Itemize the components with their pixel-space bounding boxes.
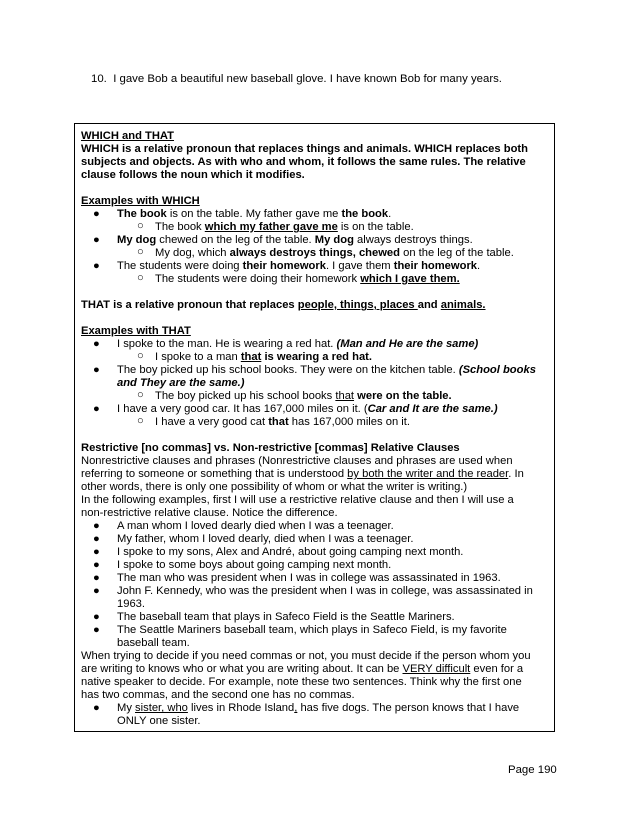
list-item-continued: ONLY one sister. — [117, 715, 201, 727]
which-examples-heading: Examples with WHICH — [81, 195, 200, 207]
bullet-icon: ● — [93, 520, 100, 532]
list-item: ● A man whom I loved dearly died when I was a teenager. — [93, 520, 394, 532]
list-item-continued: and They are the same.) — [117, 377, 245, 389]
bullet-icon: ● — [93, 403, 100, 415]
bullet-icon: ● — [93, 364, 100, 376]
that-examples-heading: Examples with THAT — [81, 325, 191, 337]
section-heading: WHICH and THAT — [81, 130, 175, 142]
circle-bullet-icon: ○ — [137, 415, 144, 427]
circle-bullet-icon: ○ — [137, 246, 144, 258]
circle-bullet-icon: ○ — [137, 220, 144, 232]
bullet-icon: ● — [93, 208, 100, 220]
sub-list-item: ○ I spoke to a man that is wearing a red hat. — [137, 350, 373, 363]
list-item-continued: baseball team. — [117, 637, 190, 649]
paragraph-line: When trying to decide if you need commas or not, you must decide if the person whom you — [81, 650, 531, 662]
bullet-icon: ● — [93, 234, 100, 246]
list-item: ● My sister, who lives in Rhode Island, has five dogs. The person knows that I have — [93, 702, 520, 714]
intro-line: WHICH is a relative pronoun that replaces things and animals. WHICH replaces both — [81, 143, 528, 155]
paragraph-line: Nonrestrictive clauses and phrases (Nonrestrictive clauses and phrases are used when — [81, 455, 513, 467]
circle-bullet-icon: ○ — [137, 350, 144, 362]
sub-list-item: ○ The students were doing their homework which I gave them. — [137, 272, 460, 285]
list-item: ● The baseball team that plays in Safeco Field is the Seattle Mariners. — [93, 611, 455, 623]
question-number: 10. — [91, 73, 107, 85]
list-item: ● My father, whom I loved dearly, died when I was a teenager. — [93, 533, 414, 545]
sub-list-item: ○ The boy picked up his school books that were on the table. — [137, 389, 452, 402]
list-item: ● The man who was president when I was in college was assassinated in 1963. — [93, 572, 501, 584]
circle-bullet-icon: ○ — [137, 389, 144, 401]
list-item: ● John F. Kennedy, who was the president when I was in college, was assassinated in — [93, 585, 533, 597]
sub-list-item: ○ The book which my father gave me is on the table. — [137, 220, 414, 233]
paragraph-line: non-restrictive relative clause. Notice the difference. — [81, 507, 338, 519]
list-item: ● The book is on the table. My father gave me the book. — [93, 208, 392, 220]
list-item: ● My dog chewed on the leg of the table. My dog always destroys things. — [93, 234, 473, 246]
bullet-icon: ● — [93, 702, 100, 714]
bullet-icon: ● — [93, 572, 100, 584]
circle-bullet-icon: ○ — [137, 272, 144, 284]
bullet-icon: ● — [93, 611, 100, 623]
page-number: Page 190 — [508, 764, 557, 776]
bullet-icon: ● — [93, 546, 100, 558]
bullet-icon: ● — [93, 260, 100, 272]
paragraph-line: In the following examples, first I will use a restrictive relative clause and then I will use a — [81, 494, 514, 506]
bullet-icon: ● — [93, 585, 100, 597]
intro-line: clause follows the noun which it modifies. — [81, 169, 305, 181]
paragraph-line: other words, there is only one possibility of whom or what the writer is writing.) — [81, 481, 468, 493]
list-item: ● The boy picked up his school books. They were on the kitchen table. (School books — [93, 364, 536, 376]
sub-list-item: ○ I have a very good cat that has 167,000 miles on it. — [137, 415, 410, 428]
list-item: ● I have a very good car. It has 167,000 miles on it. (Car and It are the same.) — [93, 403, 498, 415]
question-10 — [91, 73, 502, 85]
bullet-icon: ● — [93, 533, 100, 545]
question-text: I gave Bob a beautiful new baseball glove. I have known Bob for many years. — [113, 73, 502, 85]
list-item: ● I spoke to some boys about going camping next month. — [93, 559, 392, 571]
bullet-icon: ● — [93, 624, 100, 636]
list-item: ● The students were doing their homework. I gave them their homework. — [93, 260, 481, 272]
list-item: ● I spoke to the man. He is wearing a red hat. (Man and He are the same) — [93, 338, 479, 350]
that-definition: THAT is a relative pronoun that replaces people, things, places and animals. — [81, 299, 486, 311]
paragraph-line: native speaker to decide. For example, note these two sentences. Think why the first one — [81, 676, 522, 688]
bullet-icon: ● — [93, 338, 100, 350]
restrictive-heading: Restrictive [no commas] vs. Non-restrictive [commas] Relative Clauses — [81, 442, 460, 454]
paragraph-line: are writing to knows who or what you are writing about. It can be VERY difficult even for a — [81, 663, 524, 675]
list-item: ● I spoke to my sons, Alex and André, about going camping next month. — [93, 546, 464, 558]
paragraph-line: referring to someone or something that is understood by both the writer and the reader. In — [81, 468, 524, 480]
which-that-box — [74, 123, 555, 732]
list-item: ● The Seattle Mariners baseball team, which plays in Safeco Field, is my favorite — [93, 624, 507, 636]
paragraph-line: has two commas, and the second one has no commas. — [81, 689, 355, 701]
intro-line: subjects and objects. As with who and whom, it follows the same rules. The relative — [81, 156, 526, 168]
list-item-continued: 1963. — [117, 598, 145, 610]
sub-list-item: ○ My dog, which always destroys things, chewed on the leg of the table. — [137, 246, 514, 259]
bullet-icon: ● — [93, 559, 100, 571]
